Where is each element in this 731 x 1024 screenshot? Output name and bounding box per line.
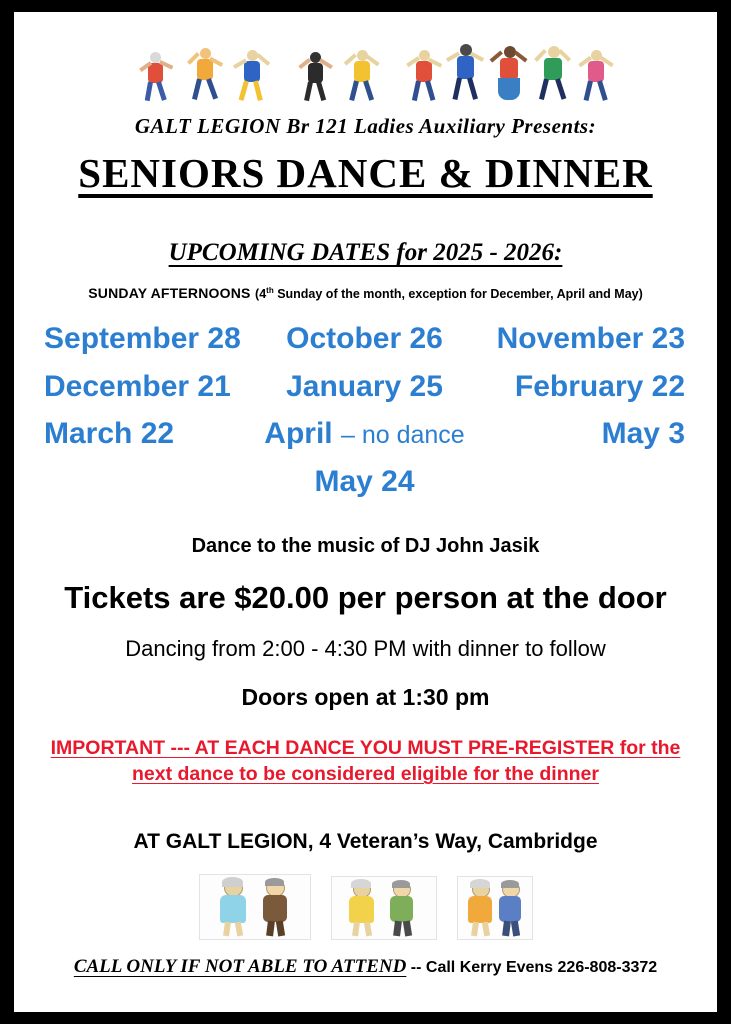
cartoon-leg: [275, 920, 284, 936]
cartoon-leg: [352, 921, 360, 936]
dates-grid: [14, 317, 717, 503]
dancer-body: [500, 58, 518, 80]
cartoon-panel-dancing-couple-1: [199, 874, 311, 940]
senior-couples-illustration-bottom: [14, 868, 717, 940]
dancer-figure: [576, 50, 620, 102]
page-title: SENIORS DANCE & DINNER: [78, 150, 653, 196]
dancer-leg: [206, 78, 218, 99]
dancer-leg: [363, 80, 374, 101]
sunday-note-pre: (4: [255, 287, 267, 301]
cartoon-leg: [510, 920, 519, 936]
april-label: April: [264, 417, 333, 450]
dancing-hours-line: Dancing from 2:00 - 4:30 PM with dinner to follow: [125, 636, 606, 661]
cartoon-figure-man: [494, 881, 528, 937]
cartoon-figure-woman: [344, 881, 382, 937]
dancer-leg: [145, 82, 153, 102]
dancer-body: [308, 63, 323, 83]
presents-line: GALT LEGION Br 121 Ladies Auxiliary Presents:: [134, 114, 597, 138]
sunday-exception-note: [255, 287, 643, 301]
dancer-figure: [232, 50, 278, 102]
cartoon-hair-icon: [222, 877, 243, 887]
date-item-empty: [471, 460, 695, 504]
cartoon-leg: [393, 920, 402, 936]
date-item: February 22: [514, 369, 686, 403]
dancer-figure: [136, 52, 182, 102]
dancer-leg: [239, 80, 249, 101]
date-item: November 23: [496, 322, 686, 355]
dancer-leg: [555, 78, 566, 100]
sunday-note-post: Sunday of the month, exception for December, April and May): [273, 287, 643, 301]
cartoon-shirt: [390, 896, 413, 922]
sunday-note-ordinal: th: [266, 285, 274, 295]
dancer-figure: [488, 46, 534, 102]
cartoon-figure-man: [256, 879, 296, 937]
dancer-leg: [316, 81, 326, 101]
cartoon-hair-icon: [351, 879, 371, 888]
dancer-leg: [452, 77, 461, 100]
date-item: October 26: [286, 322, 443, 355]
date-row: [36, 460, 695, 504]
cartoon-figure-man: [384, 881, 422, 937]
cartoon-leg: [481, 921, 489, 936]
dancer-figure: [404, 50, 448, 102]
cartoon-shirt: [499, 896, 521, 922]
dancer-body: [457, 56, 474, 79]
important-line-2: next dance to be considered eligible for the dinner: [131, 763, 599, 786]
dancer-figure: [342, 50, 386, 102]
cartoon-hair-icon: [392, 880, 410, 888]
important-notice: [14, 735, 717, 788]
cartoon-panel-dancing-couple-2: [331, 876, 437, 940]
call-contact-info: -- Call Kerry Evens 226-808-3372: [410, 958, 658, 976]
date-item: May 24: [314, 464, 415, 498]
dancer-figure: [444, 44, 490, 102]
cartoon-leg: [402, 920, 411, 936]
call-only-line: [14, 956, 717, 978]
cartoon-leg: [363, 921, 371, 936]
dj-line: Dance to the music of DJ John Jasik: [191, 535, 540, 557]
date-item-empty: [36, 460, 258, 504]
cartoon-dress: [468, 896, 492, 923]
call-only-lead: CALL ONLY IF NOT ABLE TO ATTEND: [73, 955, 407, 977]
cartoon-hair-icon: [501, 880, 519, 888]
dancer-leg: [584, 80, 593, 101]
april-no-dance-note: – no dance: [340, 421, 465, 449]
dancer-figure: [532, 46, 578, 102]
date-row: [36, 365, 695, 409]
tickets-line: Tickets are $20.00 per person at the door: [64, 580, 667, 615]
cartoon-panel-dancing-couple-3: [457, 876, 533, 940]
cartoon-leg: [471, 921, 479, 936]
venue-line: AT GALT LEGION, 4 Veteran’s Way, Cambridge: [133, 829, 598, 853]
cartoon-figure-woman: [214, 879, 254, 937]
cartoon-dress: [349, 896, 374, 923]
date-item: December 21: [44, 369, 231, 403]
dancing-people-illustration-top: [14, 30, 717, 102]
dancer-body: [544, 58, 562, 80]
date-row: [36, 317, 695, 361]
dancer-body: [244, 61, 260, 82]
dancer-body: [416, 61, 432, 82]
poster-page: [14, 12, 717, 1012]
sunday-afternoons-label: SUNDAY AFTERNOONS: [88, 285, 251, 301]
cartoon-leg: [234, 921, 242, 936]
dancer-leg: [253, 80, 263, 101]
dancer-body: [197, 59, 213, 80]
dancer-figure: [296, 52, 338, 102]
doors-open-line: Doors open at 1:30 pm: [241, 684, 490, 710]
important-line-1: IMPORTANT --- AT EACH DANCE YOU MUST PRE-REGISTER for the: [50, 737, 681, 759]
upcoming-dates-heading: UPCOMING DATES for 2025 - 2026:: [168, 239, 563, 266]
cartoon-suit: [263, 895, 287, 922]
cartoon-leg: [266, 920, 275, 936]
cartoon-hair-icon: [470, 879, 490, 888]
sunday-afternoons-note: [14, 285, 717, 303]
dancer-leg: [304, 81, 313, 101]
dancer-leg: [597, 80, 608, 101]
cartoon-hair-icon: [265, 878, 284, 886]
dancer-leg: [412, 80, 421, 101]
dancer-body: [354, 61, 370, 82]
dancer-leg: [192, 78, 202, 100]
date-item: March 22: [44, 417, 175, 450]
dancer-leg: [498, 78, 520, 100]
dancer-body: [588, 61, 604, 82]
date-item: May 3: [601, 417, 686, 450]
dancer-figure: [184, 48, 230, 102]
cartoon-dress: [220, 895, 246, 923]
dancer-leg: [425, 80, 435, 101]
dancer-leg: [349, 80, 359, 101]
cartoon-figure-woman: [464, 881, 498, 937]
date-item-april: [258, 412, 472, 456]
cartoon-leg: [223, 921, 231, 936]
dancer-leg: [156, 81, 167, 101]
dancer-leg: [539, 78, 549, 100]
date-item: September 28: [44, 322, 241, 355]
cartoon-leg: [502, 920, 511, 936]
date-row: [36, 412, 695, 456]
dancer-leg: [467, 77, 478, 100]
date-item: January 25: [286, 369, 443, 403]
